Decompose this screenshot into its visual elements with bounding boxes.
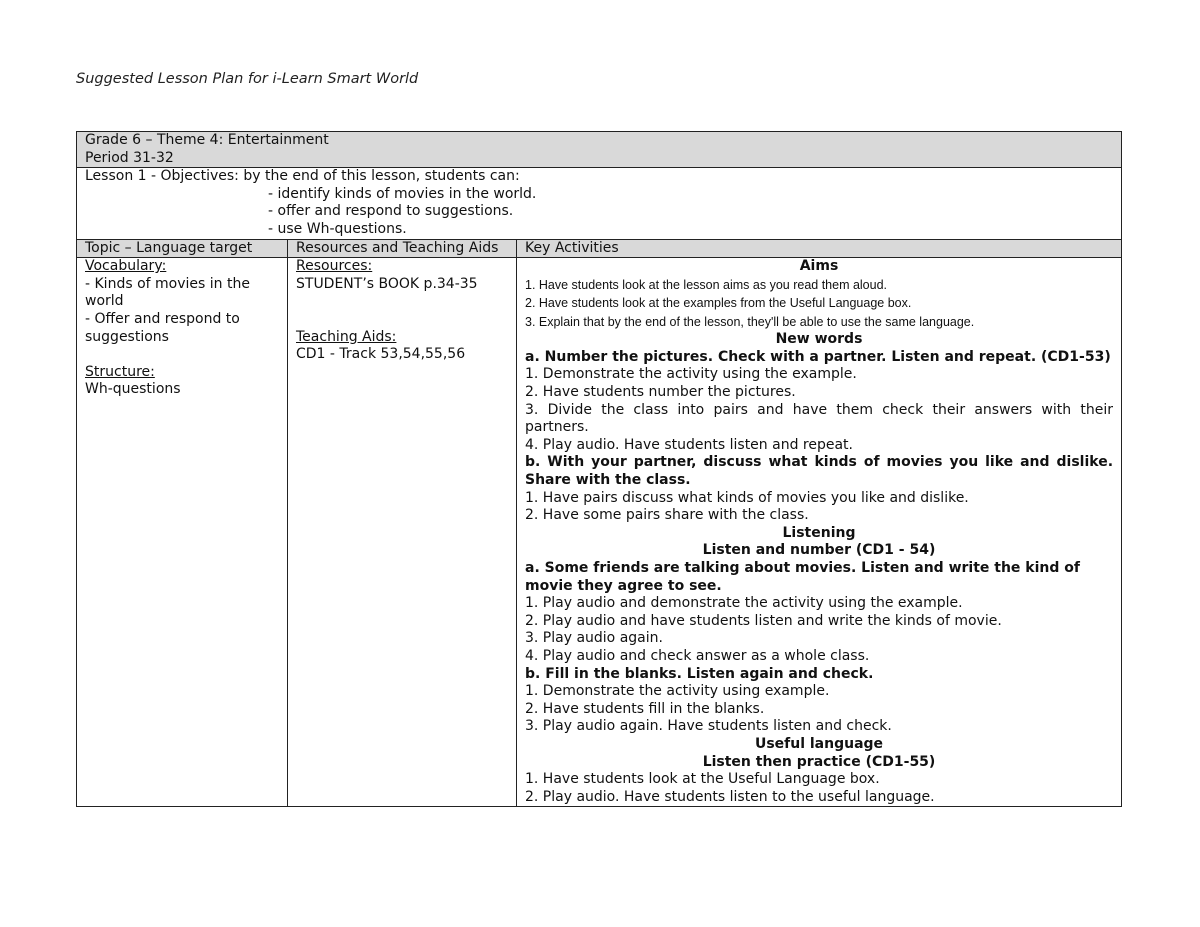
task-step: 2. Play audio and have students listen and write the kinds of movie. bbox=[525, 612, 1002, 629]
task-step: 2. Have students fill in the blanks. bbox=[525, 700, 765, 717]
listening-task-a: a. Some friends are talking about movies. Listen and write the kind of movie they agree to see. bbox=[525, 559, 1080, 594]
topic-column-header: Topic – Language target bbox=[77, 239, 288, 258]
aims-step: 3. Explain that by the end of the lesson, they'll be able to use the same language. bbox=[525, 314, 975, 329]
title-cell bbox=[77, 132, 1122, 168]
aims-heading: Aims bbox=[799, 258, 839, 275]
task-step: 3. Play audio again. bbox=[525, 630, 663, 647]
task-step: 1. Have students look at the Useful Language box. bbox=[525, 771, 880, 788]
useful-language-subheading: Listen then practice (CD1-55) bbox=[702, 753, 936, 770]
objectives-intro: Lesson 1 - Objectives: by the end of this lesson, students can: bbox=[85, 168, 520, 185]
task-step: 3. Play audio again. Have students listen and check. bbox=[525, 718, 892, 735]
vocabulary-item: - Kinds of movies in the world bbox=[85, 275, 250, 310]
objective-item: - identify kinds of movies in the world. bbox=[268, 185, 537, 202]
listening-task-b: b. Fill in the blanks. Listen again and check. bbox=[525, 665, 874, 682]
objective-item: - use Wh-questions. bbox=[268, 220, 407, 237]
task-step: 1. Demonstrate the activity using example. bbox=[525, 683, 830, 700]
vocabulary-label: Vocabulary: bbox=[85, 258, 167, 275]
topic-cell bbox=[77, 258, 288, 807]
new-words-heading: New words bbox=[775, 331, 863, 348]
teaching-aids-value: CD1 - Track 53,54,55,56 bbox=[296, 346, 466, 363]
structure-value: Wh-questions bbox=[85, 381, 181, 398]
task-step: 1. Play audio and demonstrate the activity using the example. bbox=[525, 595, 963, 612]
teaching-aids-label: Teaching Aids: bbox=[296, 328, 397, 345]
aims-step: 2. Have students look at the examples from the Useful Language box. bbox=[525, 296, 912, 311]
resources-column-header: Resources and Teaching Aids bbox=[288, 239, 517, 258]
content-row bbox=[77, 258, 1122, 807]
vocabulary-item: - Offer and respond to suggestions bbox=[85, 310, 240, 345]
page-header: Suggested Lesson Plan for i-Learn Smart World bbox=[76, 71, 419, 87]
task-step: 2. Play audio. Have students listen to the useful language. bbox=[525, 788, 935, 805]
aims-step: 1. Have students look at the lesson aims as you read them aloud. bbox=[525, 277, 888, 292]
column-header-row bbox=[77, 239, 1122, 258]
task-step: 3. Divide the class into pairs and have them check their answers with their partners. bbox=[525, 401, 1114, 436]
activities-column-header: Key Activities bbox=[517, 239, 1122, 258]
new-words-task-b: b. With your partner, discuss what kinds of movies you like and dislike. Share with the class. bbox=[525, 454, 1114, 488]
title-row bbox=[77, 132, 1122, 168]
task-step: 1. Have pairs discuss what kinds of movies you like and dislike. bbox=[525, 489, 969, 506]
task-step: 4. Play audio. Have students listen and repeat. bbox=[525, 436, 853, 453]
activities-cell bbox=[517, 258, 1122, 807]
resources-cell bbox=[288, 258, 517, 807]
period-line: Period 31-32 bbox=[85, 149, 174, 166]
structure-label: Structure: bbox=[85, 363, 155, 380]
new-words-task-a: a. Number the pictures. Check with a partner. Listen and repeat. (CD1-53) bbox=[525, 348, 1111, 365]
objectives-cell bbox=[77, 168, 1122, 239]
objective-item: - offer and respond to suggestions. bbox=[268, 203, 514, 220]
task-step: 4. Play audio and check answer as a whole class. bbox=[525, 647, 870, 664]
grade-theme-line: Grade 6 – Theme 4: Entertainment bbox=[85, 132, 329, 148]
task-step: 2. Have students number the pictures. bbox=[525, 384, 796, 401]
objectives-row bbox=[77, 168, 1122, 239]
resources-label: Resources: bbox=[296, 258, 373, 275]
listening-subheading: Listen and number (CD1 - 54) bbox=[702, 542, 936, 559]
useful-language-heading: Useful language bbox=[754, 735, 884, 752]
lesson-plan-table bbox=[76, 131, 1122, 807]
resources-value: STUDENT’s BOOK p.34-35 bbox=[296, 275, 478, 292]
task-step: 2. Have some pairs share with the class. bbox=[525, 507, 809, 524]
task-step: 1. Demonstrate the activity using the example. bbox=[525, 366, 857, 383]
listening-heading: Listening bbox=[782, 524, 856, 541]
